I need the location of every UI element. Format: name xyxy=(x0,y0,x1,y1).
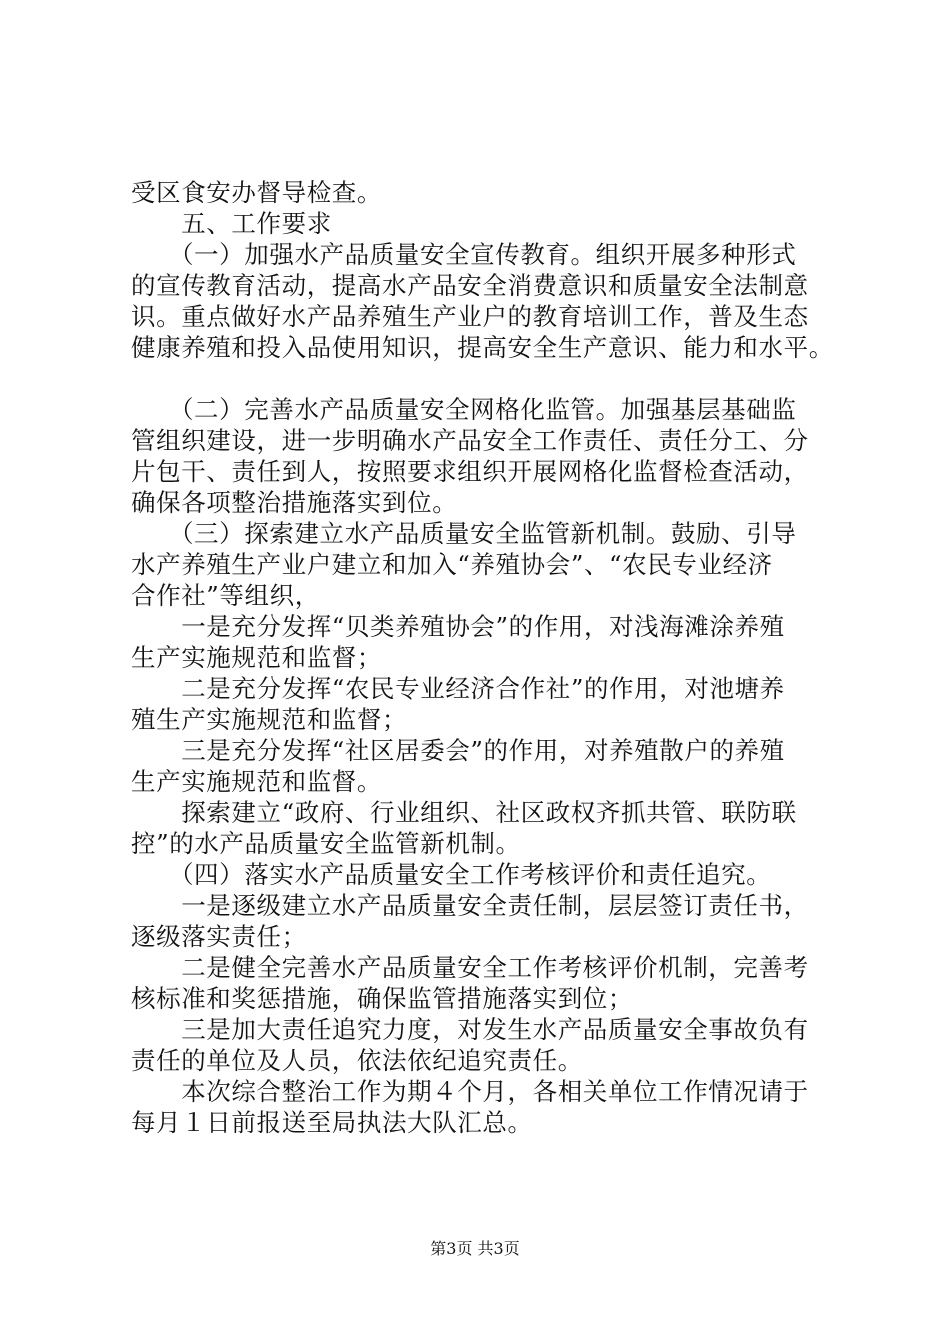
text-line: 三是加大责任追究力度，对发生水产品质量安全事故负有 xyxy=(131,1015,809,1044)
text-line: 水产养殖生产业户建立和加入“养殖协会”、“农民专业经济 xyxy=(131,550,773,579)
text-line: 二是充分发挥“农民专业经济合作社”的作用，对池塘养 xyxy=(131,674,785,703)
text-line: 核标准和奖惩措施，确保监管措施落实到位； xyxy=(131,984,633,1013)
text-line: 管组织建设，进一步明确水产品安全工作责任、责任分工、分 xyxy=(131,426,809,455)
text-line: 二是健全完善水产品质量安全工作考核评价机制，完善考 xyxy=(131,953,809,982)
text-line: 识。重点做好水产品养殖生产业户的教育培训工作，普及生态 xyxy=(131,302,809,331)
text-line: 确保各项整治措施落实到位。 xyxy=(131,488,458,517)
text-line: 探索建立“政府、行业组织、社区政权齐抓共管、联防联 xyxy=(131,798,797,827)
text-line: 逐级落实责任； xyxy=(131,922,307,951)
text-line: 责任的单位及人员，依法依纪追究责任。 xyxy=(131,1046,583,1075)
text-line: 三是充分发挥“社区居委会”的作用，对养殖散户的养殖 xyxy=(131,736,785,765)
text-line: 片包干、责任到人，按照要求组织开展网格化监督检查活动， xyxy=(131,457,809,486)
text-line: 一是逐级建立水产品质量安全责任制，层层签订责任书， xyxy=(131,891,809,920)
text-line: 受区食安办督导检查。 xyxy=(131,178,382,207)
text-line: 的宣传教育活动，提高水产品安全消费意识和质量安全法制意 xyxy=(131,271,809,300)
text-line: （四）落实水产品质量安全工作考核评价和责任追究。 xyxy=(131,860,772,889)
text-line: 本次综合整治工作为期４个月，各相关单位工作情况请于 xyxy=(131,1077,809,1106)
text-line: 合作社”等组织， xyxy=(131,581,320,610)
section-heading: 五、工作要求 xyxy=(131,209,332,238)
text-line: （三）探索建立水产品质量安全监管新机制。鼓励、引导 xyxy=(131,519,797,548)
text-line: 生产实施规范和监督； xyxy=(131,643,382,672)
text-line: 生产实施规范和监督。 xyxy=(131,767,382,796)
text-line: （二）完善水产品质量安全网格化监管。加强基层基础监 xyxy=(131,395,797,424)
text-line: 殖生产实施规范和监督； xyxy=(131,705,408,734)
text-line: 每月１日前报送至局执法大队汇总。 xyxy=(131,1108,533,1137)
page-footer: 第3页 共3页 xyxy=(430,1239,520,1258)
text-line: 健康养殖和投入品使用知识，提高安全生产意识、能力和水平。 xyxy=(131,333,834,362)
text-line: （一）加强水产品质量安全宣传教育。组织开展多种形式 xyxy=(131,240,797,269)
text-line: 一是充分发挥“贝类养殖协会”的作用，对浅海滩涂养殖 xyxy=(131,612,785,641)
text-line: 控”的水产品质量安全监管新机制。 xyxy=(131,829,521,858)
